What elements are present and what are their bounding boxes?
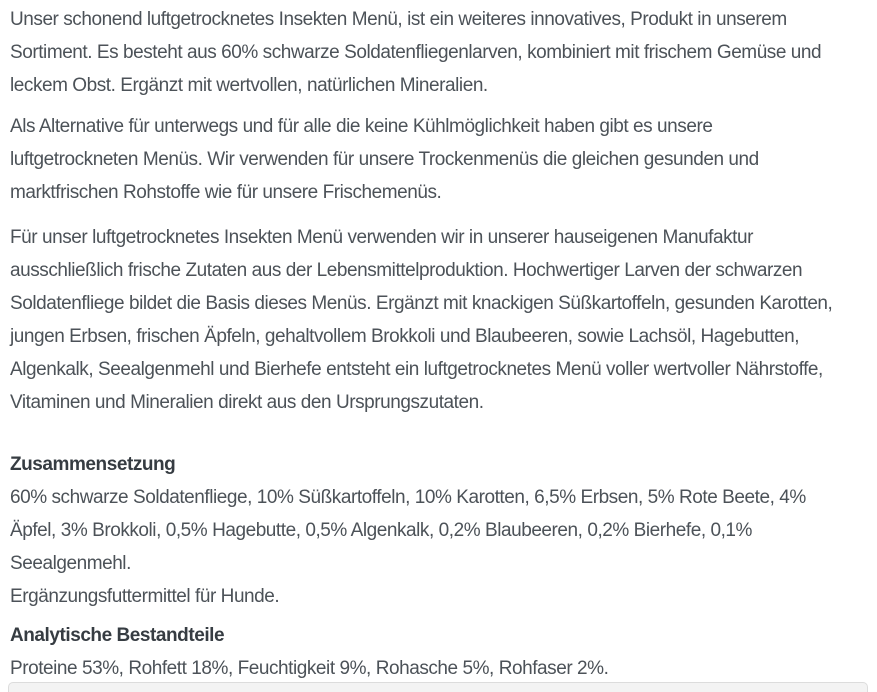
description-paragraph-manufaktur: Für unser luftgetrocknetes Insekten Menü verwenden wir in unserer hauseigenen Manufaktur ausschließlich frische Zutaten aus der Lebensmittelproduktion. Hochwertiger Larven der schwarzen Soldatenfliege bildet die Basis dieses Menüs. Ergänzt mit knackigen Süßkartoffeln, gesunden Karotten, jungen Erbsen, frischen Äpfeln, gehaltvollem Brokkoli und Blaubeeren, sowie Lachsöl, Hagebutten, Algenkalk, Seealgenmehl und Bierhefe entsteht ein luftgetrocknetes Menü voller wertvoller Nährstoffe, Vitaminen und Mineralien direkt aus den Ursprungszutaten. — [10, 227, 833, 413]
description-paragraph-intro: Unser schonend luftgetrocknetes Insekten Menü, ist ein weiteres innovatives, Produkt in unserem Sortiment. Es besteht aus 60% schwarze Soldatenfliegenlarven, kombiniert mit frischem Gemüse und leckem Obst. Ergänzt mit wertvollen, natürlichen Mineralien. — [10, 9, 822, 96]
composition-supplement-line: Ergänzungsfuttermittel für Hunde. — [10, 586, 280, 607]
composition-section — [10, 448, 839, 613]
analytical-values-line: Proteine 53%, Rohfett 18%, Feuchtigkeit 9%, Rohasche 5%, Rohfaser 2%. — [10, 658, 609, 679]
composition-ingredients-line: 60% schwarze Soldatenfliege, 10% Süßkartoffeln, 10% Karotten, 6,5% Erbsen, 5% Rote Beete, 4% Äpfel, 3% Brokkoli, 0,5% Hagebutte, 0,5% Algenkalk, 0,2% Blaubeeren, 0,2% Bierhefe, 0,1% Seealgenmehl. — [10, 487, 806, 574]
next-section-panel-edge — [8, 682, 868, 692]
description-paragraph-alternative: Als Alternative für unterwegs und für alle die keine Kühlmöglichkeit haben gibt es unsere luftgetrockneten Menüs. Wir verwenden für unsere Trockenmenüs die gleichen gesunden und marktfrischen Rohstoffe wie für unsere Frischemenüs. — [10, 116, 759, 203]
analytical-text — [10, 652, 839, 685]
analytical-section — [10, 619, 839, 685]
composition-heading: Zusammensetzung — [10, 454, 176, 475]
analytical-heading: Analytische Bestandteile — [10, 625, 225, 646]
composition-text — [10, 481, 839, 613]
